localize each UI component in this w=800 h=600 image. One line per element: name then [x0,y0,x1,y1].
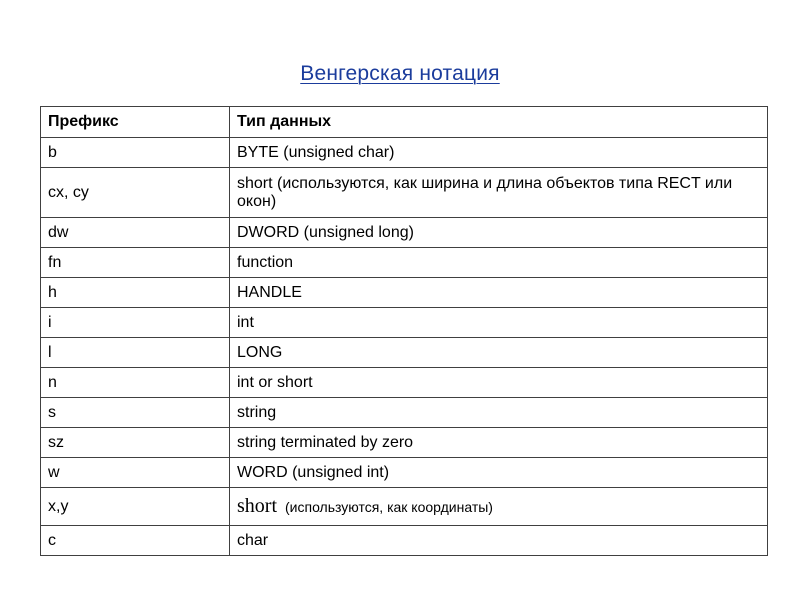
table-row [41,308,768,338]
prefix-cell: w [41,458,230,488]
type-cell: string [230,398,768,428]
table-row [41,428,768,458]
table-row [41,488,768,526]
prefix-cell: dw [41,218,230,248]
prefix-cell: i [41,308,230,338]
type-cell: string terminated by zero [230,428,768,458]
table-row [41,138,768,168]
table-row [41,458,768,488]
prefix-cell: b [41,138,230,168]
table-row [41,218,768,248]
prefix-cell: cx, cy [41,168,230,218]
table-row [41,248,768,278]
type-cell: char [230,526,768,556]
type-cell: WORD (unsigned int) [230,458,768,488]
type-cell: int or short [230,368,768,398]
column-header-prefix: Префикс [41,107,230,138]
type-cell: int [230,308,768,338]
prefix-cell: fn [41,248,230,278]
type-main-text: short [237,494,277,517]
table-row [41,278,768,308]
hungarian-notation-table [40,106,768,556]
prefix-cell: h [41,278,230,308]
table-row [41,368,768,398]
prefix-cell: l [41,338,230,368]
page-title: Венгерская нотация [300,62,500,85]
prefix-cell: n [41,368,230,398]
table-row [41,398,768,428]
type-cell: BYTE (unsigned char) [230,138,768,168]
prefix-cell: c [41,526,230,556]
prefix-cell: sz [41,428,230,458]
type-cell [230,488,768,526]
prefix-cell: s [41,398,230,428]
table-row [41,338,768,368]
table-row [41,526,768,556]
prefix-cell: x,y [41,488,230,526]
table-row [41,168,768,218]
type-cell: DWORD (unsigned long) [230,218,768,248]
type-cell: function [230,248,768,278]
column-header-type: Тип данных [230,107,768,138]
table-header-row [41,107,768,138]
type-cell: short (используются, как ширина и длина объектов типа RECT или окон) [230,168,768,218]
type-cell: LONG [230,338,768,368]
type-note-text: (используются, как координаты) [285,498,493,515]
type-cell: HANDLE [230,278,768,308]
